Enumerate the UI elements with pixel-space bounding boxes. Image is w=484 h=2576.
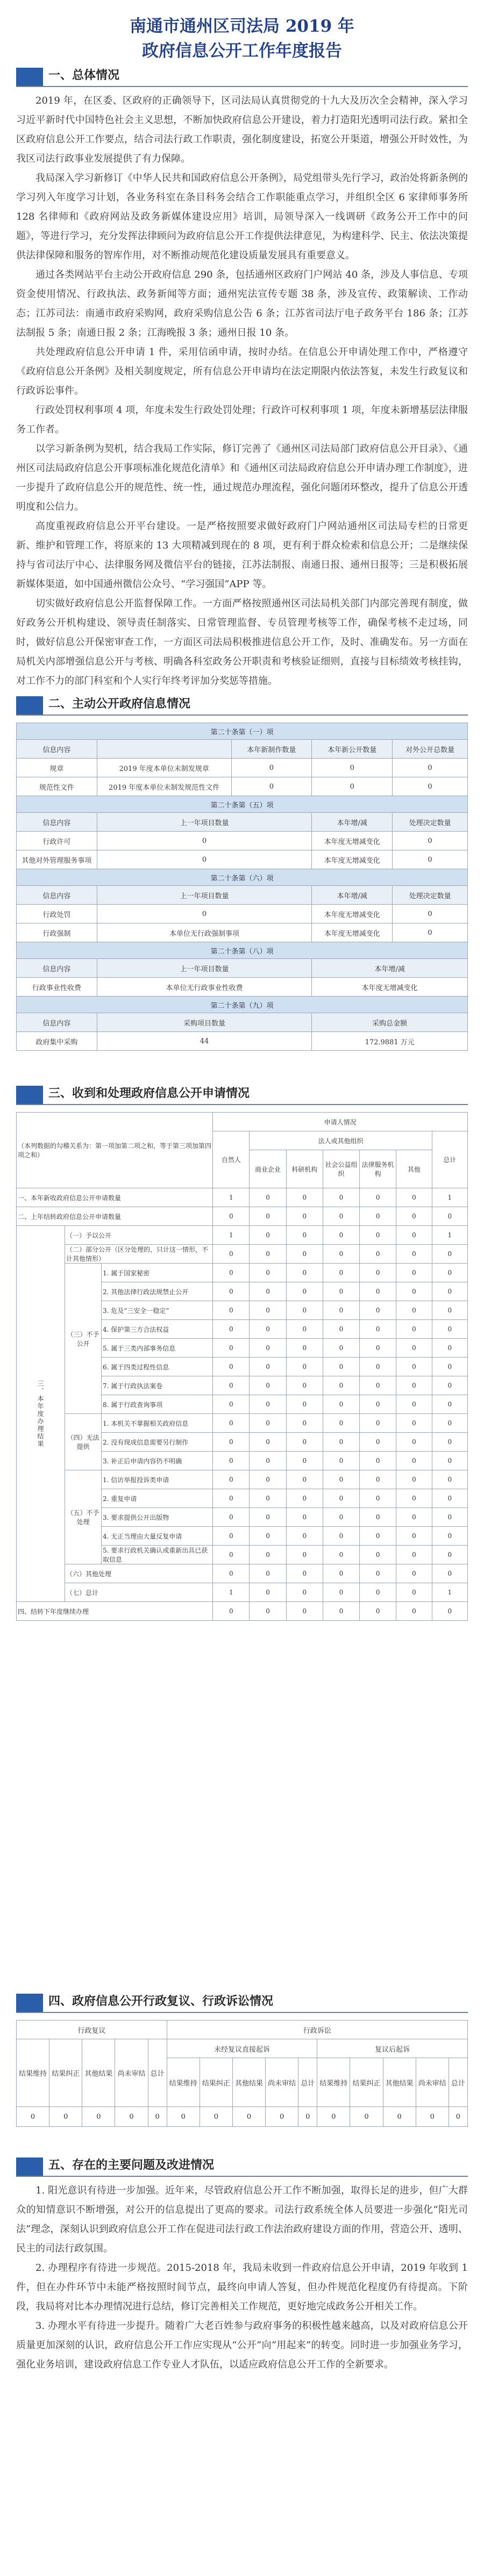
overview-paragraph: 2019 年，在区委、区政府的正确领导下，区司法局认真贯彻党的十九大及历次全会精神，深入学习习近平新时代中国特色社会主义思想，不断加快政府信息公开建设，着力打造阳光透明司法行政。紧扣全区政府信息公开工作要点，结合司法行政工作职责，强化制度建设，拓宽公开渠道，增强公开时效性，为我区司法行政事业发展提供了有力保障。 (16, 95, 468, 164)
table-row: 行政许可 0 本年度无增减变化 0 (17, 832, 468, 850)
table-row: 2. 重复申请 0 0 0 0 0 0 0 (17, 1489, 468, 1508)
overview-paragraph: 行政处罚权利事项 4 项，年度未发生行政处罚处理；行政许可权利事项 1 项，年度未新增基层法律服务工作者。 (16, 405, 468, 435)
table-row: （七）总计 1 0 0 0 0 0 1 (17, 1583, 468, 1602)
table-row: （六）其他处理 0 0 0 0 0 0 0 (17, 1564, 468, 1583)
table-row: 行政事业性收费 本单位无行政事业性收费 本年度无增减变化 (17, 978, 468, 997)
overview-paragraph: 共处理政府信息公开申请 1 件，采用信函申请，按时办结。在信息公开申请处理工作中，严格遵守《政府信息公开条例》及相关制度规定，所有信息公开申请均在法定期限内依法答复，未发生行政复议和行政诉讼事件。 (16, 347, 468, 396)
problem-paragraph: 1. 阳光意识有待进一步加强。近年来，尽管政府信息公开工作不断加强，取得长足的进步，但广大群众的知情意识不断增强，对公开的信息提出了更高的要求。司法行政系统全体人员要进一步强化“阳光司法”理念，深刻认识到政府信息公开工作在促进司法行政工作法治政府建设方面的作用，营造公开、透明、民主的司法行政氛围。 (16, 2185, 468, 2254)
item9-title: 第二十条第（九）项 (17, 997, 468, 1013)
item2-title: 第二十条第（一）项 (17, 723, 468, 740)
requests-table: （本列数据的勾稽关系为：第一项加第二项之和，等于第三项加第四项之和） 申请人情况 自然人 法人或其他组织 总计 商业企业 科研机构 社会公益组织 法律服务机构 其他 一、本年新收政府信息公开申请数量 1 0 0 0 0 0 1 二、上年结转政府信息公开申请数量 0 0 0 0 0 0 0 三、本年度办理结果 （一）予以公开 1 0 0 0 0 0 1 （二）部分公开（区分处理的，只计这一情形，不计其他情形） 0 0 0 0 0 0 0 （三）不予公开 1. 属于国家秘密 0 0 0 0 0 0 0 2. 其他法律行政法规禁止公开 0 0 0 0 0 0 0 3. 危及“三安全一稳定” 0 0 0 0 0 0 0 4. 保护第三方合法权益 0 0 0 0 0 0 0 5. 属于三类内部事务信息 0 0 0 0 0 0 0 6. 属于四类过程性信息 0 0 0 0 0 0 0 7. 属于行政执法案卷 0 0 0 0 0 0 0 8. 属于行政查询事项 0 0 0 0 0 0 0 （四）无法提供 1. 本机关不掌握相关政府信息 0 0 0 0 0 0 0 2. 没有现成信息需要另行制作 0 0 0 0 0 0 0 3. 补正后申请内容仍不明确 0 0 0 0 0 0 0 （五）不予处理 1. 信访举报投诉类申请 0 0 0 0 0 0 0 2. 重复申请 0 0 0 0 0 0 0 3. 要求提供公开出版物 0 0 0 0 0 0 0 4. 无正当理由大量反复申请 0 0 0 0 0 0 0 5. 要求行政机关确认或重新出具已获取信息 0 0 0 0 0 0 0 （六）其他处理 0 0 0 0 0 0 0 （七）总计 1 0 0 0 0 0 1 四、结转下年度继续办理 0 0 0 0 0 0 0 (16, 1112, 468, 1621)
table-row: 7. 属于行政执法案卷 0 0 0 0 0 0 0 (17, 1376, 468, 1395)
table-row: 四、结转下年度继续办理 0 0 0 0 0 0 0 (17, 1602, 468, 1621)
review-litigation-table: 行政复议 行政诉讼 结果维持 结果纠正 其他结果 尚未审结 总计 未经复议直接起诉 复议后起诉 结果维持 结果纠正 其他结果 尚未审结 总计 结果维持 结果纠正 其他结果 尚未审结 总计 0 0 0 0 0 0 0 0 0 0 0 0 0 0 0 (16, 2020, 468, 2127)
overview-paragraph: 高度重视政府信息公开平台建设。一是严格按照要求做好政府门户网站通州区司法局专栏的日常更新、维护和管理工作，将原来的 13 大项精减到现在的 8 项，更有利于群众检索和信息公开；二是继续保持与省司法厅中心、法律服务网及微信平台的链接，江苏法制报、南通日报、通州日报等；三是积极拓展新媒体渠道，如中国通州微信公众号、“学习强国”APP 等。 (16, 521, 468, 590)
overview-body (16, 91, 468, 691)
table-row: 5. 要求行政机关确认或重新出具已获取信息 0 0 0 0 0 0 0 (17, 1546, 468, 1564)
table-row: 行政处罚 0 本年度无增减变化 0 (17, 905, 468, 923)
proactive-disclosure-table: 第二十条第（一）项 信息内容 本年新制作数量 本年新公开数量 对外公开总数量 规章 2019 年度本单位未制发规章 0 0 0 规范性文件 2019 年度本单位未制发规范性文件 0 0 0 第二十条第（五）项 信息内容 上一年项目数量 本年增/减 处理决定数量 行政许可 0 本年度无增减变化 0 其他对外管理服务事项 0 本年度无增减变化 0 第二十条第（六）项 信息内容 上一年项目数量 本年增/减 处理决定数量 行政处罚 0 本年度无增减变化 0 行政强制 本单位无行政强制事项 本年度无增减变化 0 第二十条第（八）项 信息内容 上一年项目数量 本年增/减 行政事业性收费 本单位无行政事业性收费 本年度无增减变化 第二十条第（九）项 信息内容 采购项目数量 采购总金额 政府集中采购 44 172.9881 万元 (16, 723, 468, 1051)
table-row: （二）部分公开（区分处理的，只计这一情形，不计其他情形） 0 0 0 0 0 0 0 (17, 1245, 468, 1264)
section-heading-requests: 三、收到和处理政府信息公开申请情况 (16, 1083, 468, 1105)
item8-title: 第二十条第（八）项 (17, 942, 468, 959)
table-row: 6. 属于四类过程性信息 0 0 0 0 0 0 0 (17, 1358, 468, 1376)
overview-paragraph: 通过各类网站平台主动公开政府信息 290 条，包括通州区政府门户网站 40 条，涉及人事信息、专项资金使用情况、行政执法、政务新闻等方面；通州宪法宣传专题 38 条，涉及宣传、政策解读、工作动态；江苏司法：南通市政府采购网，政府采购信息公告 6 条；江苏省司法厅电子政务平台 186 条；江苏法制报 5 条；南通日报 2 条；江海晚报 3 条；通州日报 10 条。 (16, 269, 468, 338)
table-row: 3. 危及“三安全一稳定” 0 0 0 0 0 0 0 (17, 1301, 468, 1320)
item6-title: 第二十条第（六）项 (17, 869, 468, 886)
item5-title: 第二十条第（五）项 (17, 796, 468, 813)
table-row: 3. 补正后申请内容仍不明确 0 0 0 0 0 0 0 (17, 1452, 468, 1470)
title-line-1: 南通市通州区司法局 2019 年 (130, 17, 354, 36)
table-row: 规章 2019 年度本单位未制发规章 0 0 0 (17, 759, 468, 777)
table-row: 3. 要求提供公开出版物 0 0 0 0 0 0 0 (17, 1508, 468, 1527)
overview-paragraph: 切实做好政府信息公开监督保障工作。一方面严格按照通州区司法局机关部门内部完善现有制度，做好政务公开机构建设、领导责任制落实、日常管理监督、专员管理考核等工作，确保考核不走过场，同时，做好信息公开保密审查工作，一方面区司法局积极推进信息公开工作，及时、准确发布。另一方面在局机关内部增强信息公开与考核、明确各科室政务公开职责和考核验证细则，直接与目标绩效考核挂钩，对工作不力的部门科室和个人实行年终考评加分奖惩等措施。 (16, 598, 468, 687)
table-row: 政府集中采购 44 172.9881 万元 (17, 1032, 468, 1051)
table-row: 一、本年新收政府信息公开申请数量 1 0 0 0 0 0 1 (17, 1188, 468, 1207)
section-heading-problems: 五、存在的主要问题及改进情况 (16, 2154, 468, 2177)
title-line-2: 政府信息公开工作年度报告 (142, 41, 342, 61)
problem-paragraph: 2. 办理程序有待进一步规范。2015-2018 年，我局未收到一件政府信息公开申请，2019 年收到 1 件，但在办件环节中未能严格按照时间节点，最终向申请人答复，但办件规范化程度仍有待提高。下阶段，我局将对比本办理情况进行总结，修订完善相关工作规范，更好地完成政务公开相关工作。 (16, 2262, 468, 2312)
table-row: （三）不予公开 1. 属于国家秘密 0 0 0 0 0 0 0 (17, 1264, 468, 1282)
section-heading-proactive: 二、主动公开政府信息情况 (16, 693, 468, 716)
section-heading-review: 四、政府信息公开行政复议、行政诉讼情况 (16, 1990, 468, 2013)
section-heading-overview: 一、总体情况 (16, 64, 468, 87)
table-row: 其他对外管理服务事项 0 本年度无增减变化 0 (17, 850, 468, 869)
table-row: 规范性文件 2019 年度本单位未制发规范性文件 0 0 0 (17, 777, 468, 796)
overview-paragraph: 以学习新条例为契机，结合我局工作实际，修订完善了《通州区司法局部门政府信息公开目录》、《通州区司法局政府信息公开事项标准化规范化清单》和《通州区司法局政府信息公开申请办理工作制度》，进一步提升了政府信息公开的规范性、统一性，通过规范办理流程，强化问题闭环整改，提升了信息公开透明度和公信力。 (16, 443, 468, 513)
problems-body (16, 2181, 468, 2375)
table-row: 0 0 0 0 0 0 0 0 0 0 0 0 0 0 0 (17, 2107, 468, 2127)
table-row: 2. 没有现成信息需要另行制作 0 0 0 0 0 0 0 (17, 1433, 468, 1452)
table-row: 4. 无正当理由大量反复申请 0 0 0 0 0 0 0 (17, 1527, 468, 1546)
report-title (0, 0, 484, 63)
table-row: 二、上年结转政府信息公开申请数量 0 0 0 0 0 0 0 (17, 1207, 468, 1226)
table-row: 8. 属于行政查询事项 0 0 0 0 0 0 0 (17, 1395, 468, 1414)
table-row: 三、本年度办理结果 （一）予以公开 1 0 0 0 0 0 1 (17, 1226, 468, 1245)
table-row: 行政强制 本单位无行政强制事项 本年度无增减变化 0 (17, 923, 468, 942)
table-row: 2. 其他法律行政法规禁止公开 0 0 0 0 0 0 0 (17, 1282, 468, 1301)
table-row: 4. 保护第三方合法权益 0 0 0 0 0 0 0 (17, 1320, 468, 1339)
table-row: 5. 属于三类内部事务信息 0 0 0 0 0 0 0 (17, 1339, 468, 1358)
problem-paragraph: 3. 办理水平有待进一步提升。随着广大老百姓参与政府事务的积极性越来越高，以及对政府信息公开质量更加深刻的认识，政府信息公开工作应实现从“公开”向“用起来”的转变。同时进一步加强业务学习，强化业务培训，建设政府信息工作专业人才队伍，以适应政府信息公开工作的全新要求。 (16, 2320, 468, 2370)
table-row: （四）无法提供 1. 本机关不掌握相关政府信息 0 0 0 0 0 0 0 (17, 1414, 468, 1433)
overview-paragraph: 我局深入学习新修订《中华人民共和国政府信息公开条例》，局党组带头先行学习，政治处将新条例的学习列入年度学习计划，各业务科室在条目科务会结合工作职能重点学习，并组织全区 6 家律师事务所 128 名律师和《政府网站及政务新媒体建设应用》培训，局领导深入一线调研《政务公开工作中的问题》，等进行学习，充分发挥法律顾问为政府信息公开工作提供法律意见，为构建科学、民主、依法决策提供法律保障和服务的智库作用，对不断推动规范化建设质量发展具有重要意义。 (16, 172, 468, 261)
table-row: （五）不予处理 1. 信访举报投诉类申请 0 0 0 0 0 0 0 (17, 1470, 468, 1489)
corner-note: （本列数据的勾稽关系为：第一项加第二项之和，等于第三项加第四项之和） (17, 1113, 213, 1188)
result-group-label: 三、本年度办理结果 (17, 1226, 65, 1602)
